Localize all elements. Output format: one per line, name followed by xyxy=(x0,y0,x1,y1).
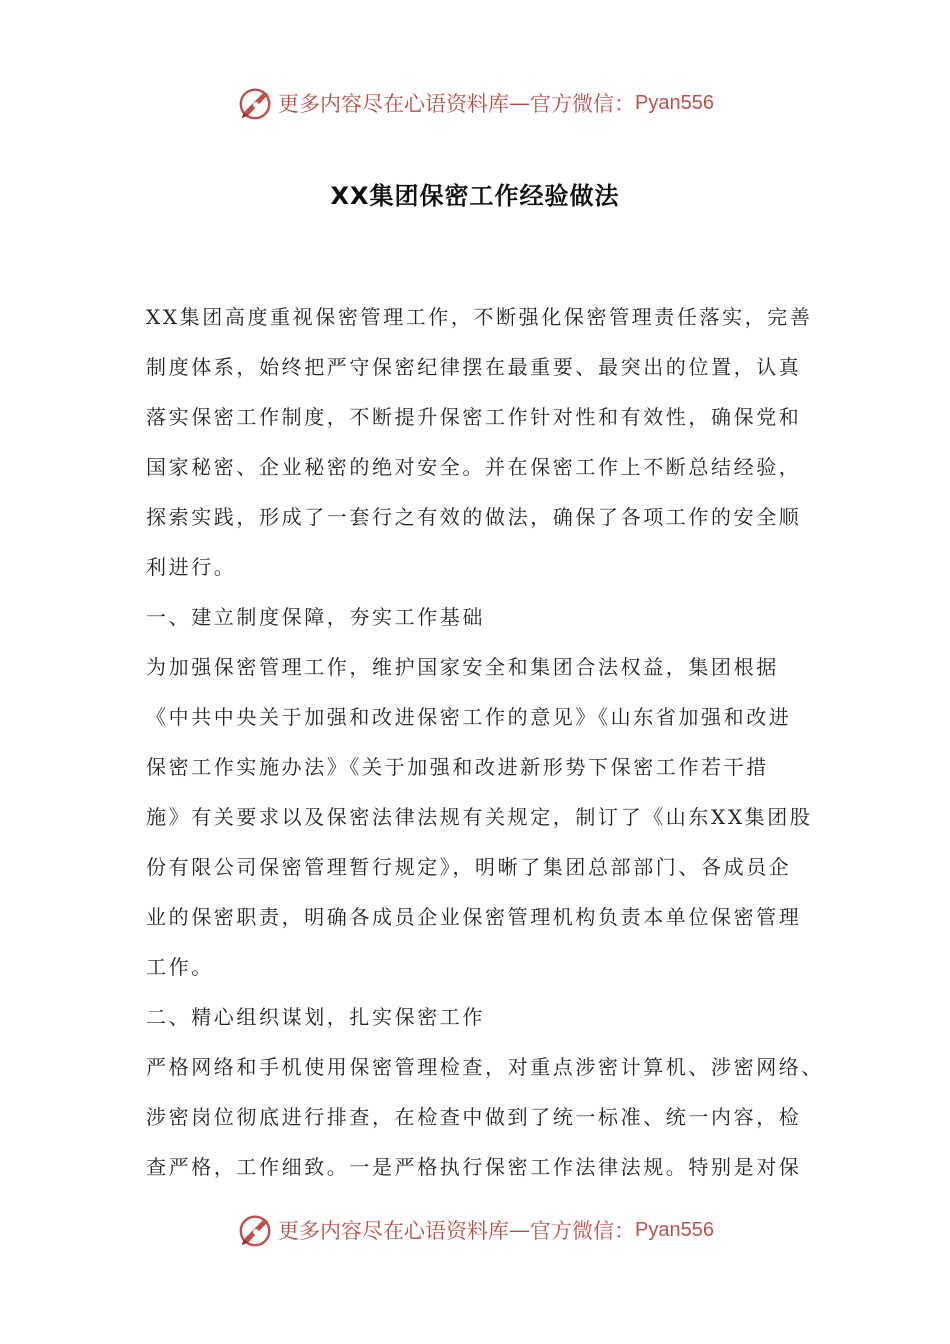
pen-circle-logo-icon xyxy=(236,84,274,122)
text-line: 查严格，工作细致。一是严格执行保密工作法律法规。特别是对保 xyxy=(146,1155,802,1179)
banner-main-text: 更多内容尽在心语资料库 xyxy=(278,92,510,116)
document-title: XX集团保密工作经验做法 xyxy=(330,182,620,210)
text-line: XX集团高度重视保密管理工作，不断强化保密管理责任落实，完善 xyxy=(146,305,813,329)
banner-dash: — xyxy=(509,1218,531,1242)
banner-dash: — xyxy=(509,91,531,115)
text-line: 制度体系，始终把严守保密纪律摆在最重要、最突出的位置，认真 xyxy=(146,355,802,379)
text-line: 业的保密职责，明确各成员企业保密管理机构负责本单位保密管理 xyxy=(146,905,802,929)
pen-circle-logo-icon xyxy=(236,1211,274,1249)
banner-wechat-id: Pyan556 xyxy=(635,91,714,114)
footer-watermark-banner xyxy=(0,1210,950,1250)
banner-wechat-label: 官方微信： xyxy=(530,1219,636,1243)
banner-wechat-id: Pyan556 xyxy=(635,1218,714,1241)
text-line: 工作。 xyxy=(146,955,214,979)
text-line: 探索实践，形成了一套行之有效的做法，确保了各项工作的安全顺 xyxy=(146,505,802,529)
text-line: 保密工作实施办法》《关于加强和改进新形势下保密工作若干措 xyxy=(146,755,769,779)
text-line: 《中共中央关于加强和改进保密工作的意见》《山东省加强和改进 xyxy=(146,705,792,729)
text-line: 涉密岗位彻底进行排查，在检查中做到了统一标准、统一内容，检 xyxy=(146,1105,802,1129)
header-watermark-banner xyxy=(0,83,950,123)
text-line: 国家秘密、企业秘密的绝对安全。并在保密工作上不断总结经验， xyxy=(146,455,802,479)
text-line: 利进行。 xyxy=(146,555,237,579)
banner-main-text: 更多内容尽在心语资料库 xyxy=(278,1219,510,1243)
text-line: 严格网络和手机使用保密管理检查，对重点涉密计算机、涉密网络、 xyxy=(146,1055,824,1079)
text-line: 落实保密工作制度，不断提升保密工作针对性和有效性，确保党和 xyxy=(146,405,802,429)
text-line: 为加强保密管理工作，维护国家安全和集团合法权益，集团根据 xyxy=(146,655,779,679)
document-body xyxy=(146,292,824,1192)
text-line: 施》有关要求以及保密法律法规有关规定，制订了《山东XX集团股 xyxy=(146,805,813,829)
text-line: 份有限公司保密管理暂行规定》，明晰了集团总部部门、各成员企 xyxy=(146,855,792,879)
banner-wechat-label: 官方微信： xyxy=(530,92,636,116)
section-heading: 一、建立制度保障，夯实工作基础 xyxy=(146,605,485,629)
section-heading: 二、精心组织谋划，扎实保密工作 xyxy=(146,1005,485,1029)
